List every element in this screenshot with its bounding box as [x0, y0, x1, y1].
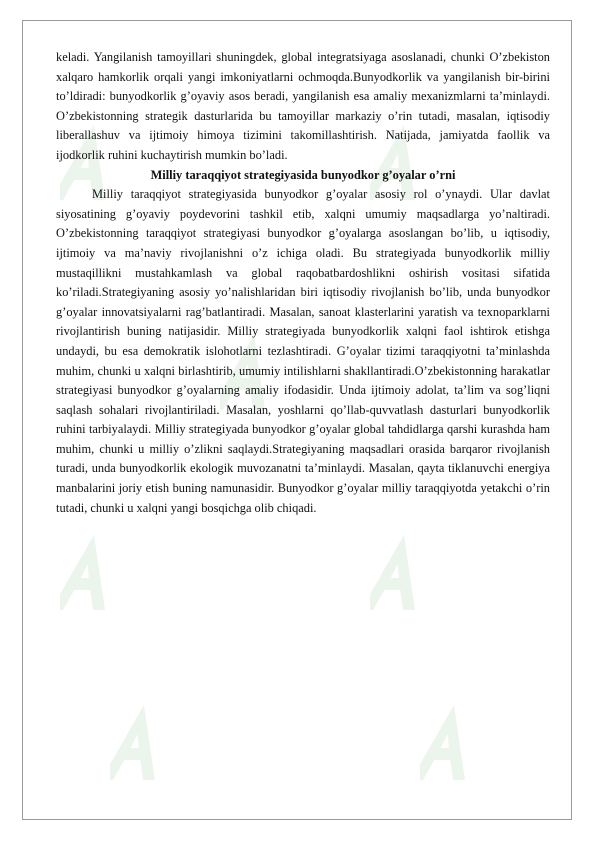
continued-paragraph: keladi. Yangilanish tamoyillari shuningdek, global integratsiyaga asoslanadi, chunki O’zbekiston xalqaro hamkorlik orqali yangi imkoniyatlarni ochmoqda.Bunyodkorlik va yangilanish bir-birini to’ldiradi: bunyodkorlik g’oyaviy asos beradi, yangilanish esa amaliy mexanizmlarni ta’minlaydi. O’zbekistonning strategik dasturlarida bu tamoyillar markaziy o’rin tutadi, masalan, iqtisodiy liberallashuv va ijtimoiy himoya tizimini takomillashtirish. Natijada, jamiyatda faollik va ijodkorlik ruhini kuchaytirish mumkin bo’ladi.	[56, 50, 550, 162]
section-heading: Milliy taraqqiyot strategiyasida bunyodkor g’oyalar o’rni	[150, 167, 456, 182]
document-body	[56, 48, 550, 518]
main-paragraph: Milliy taraqqiyot strategiyasida bunyodkor g’oyalar asosiy rol o’ynaydi. Ular davlat siyosatining g’oyaviy poydevorini tashkil etib, xalqni umumiy maqsadlarga yo’naltiradi. O’zbekistonning taraqqiyot strategiyasi bunyodkor g’oyalarga asoslangan bo’lib, u iqtisodiy, ijtimoiy va ma’naviy rivojlanishni o’z ichiga oladi. Bu strategiyada bunyodkorlik milliy mustaqillikni mustahkamlash va global raqobatbardoshlikni oshirish vositasi sifatida ko’riladi.Strategiyaning asosiy yo’nalishlaridan biri iqtisodiy rivojlanish bo’lib, unda bunyodkor g’oyalar innovatsiyalarni rag’batlantiradi. Masalan, sanoat klasterlarini yaratish va texnoparklarni rivojlantirish buning natijasidir. Milliy strategiyada bunyodkorlik xalqni faol ishtirok etishga undaydi, bu esa demokratik islohotlarni tezlashtiradi. G’oyalar tizimi taraqqiyotni ta’minlashda muhim, chunki u xalqni birlashtirib, umumiy intilishlarni shakllantiradi.O’zbekistonning harakatlar strategiyasi bunyodkor g’oyalarning amaliy ifodasidir. Unda ijtimoiy adolat, ta’lim va sog’liqni saqlash sohalari rivojlantiriladi. Masalan, yoshlarni qo’llab-quvvatlash dasturlari bunyodkorlik ruhini tarbiyalaydi. Milliy strategiyada bunyodkor g’oyalar global tahdidlarga qarshi kurashda ham muhim, chunki u milliy o’zlikni saqlaydi.Strategiyaning maqsadlari orasida barqaror rivojlanish turadi, unda bunyodkorlik ekologik muvozanatni ta’minlaydi. Masalan, qayta tiklanuvchi energiya manbalarini joriy etish buning namunasidir. Bunyodkor g’oyalar milliy taraqqiyotda yetakchi o’rin tutadi, chunki u xalqni yangi bosqichga olib chiqadi.	[56, 187, 550, 515]
